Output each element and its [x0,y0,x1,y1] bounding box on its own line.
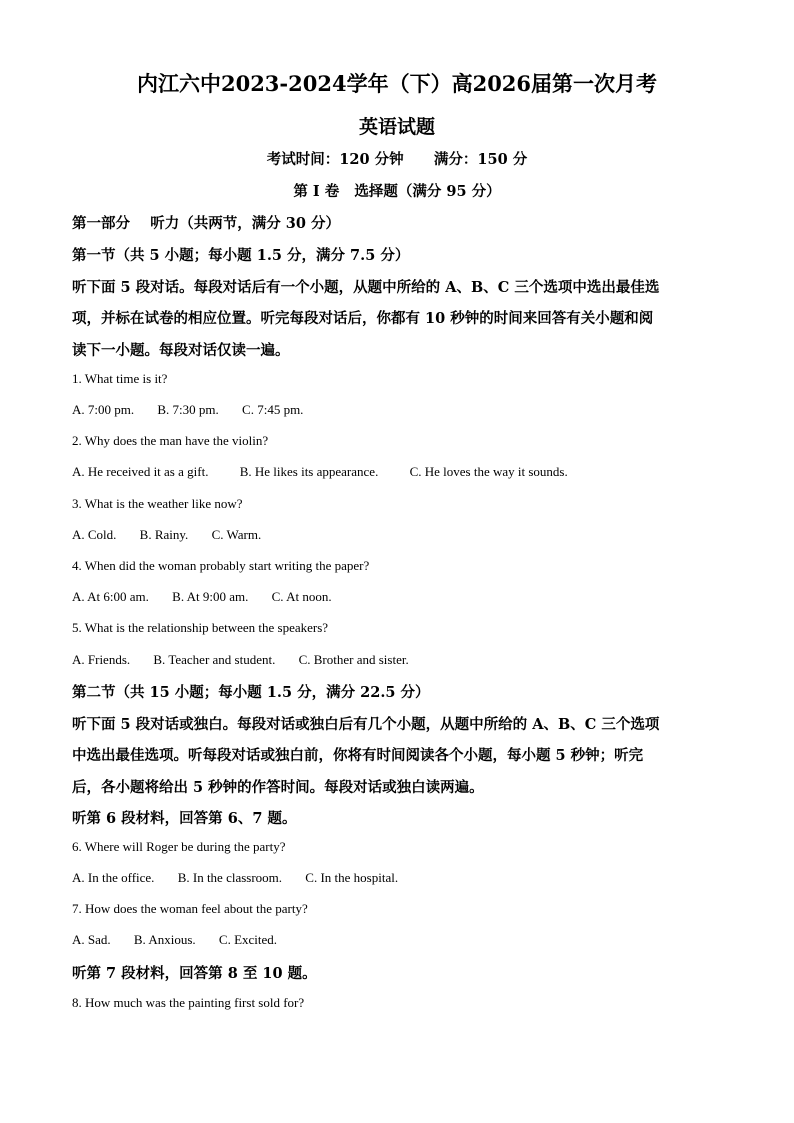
instruction-line: 听下面 5 段对话或独白。每段对话或独白后有几个小题，从题中所给的 A、B、C 三个选项 [72,716,660,733]
material-7-heading: 听第 7 段材料，回答第 8 至 10 题。 [72,965,317,982]
question-5-options [72,652,732,668]
option-b: B. He likes its appearance. [239,464,379,479]
question-6-options [72,870,732,886]
option-b: B. Rainy. [139,527,189,542]
question-1-options [72,402,732,418]
question-6: 6. Where will Roger be during the party? [72,839,286,854]
question-2: 2. Why does the man have the violin? [72,433,269,448]
question-4-options [72,589,732,605]
option-a: A. He received it as a gift. [72,464,209,479]
option-b: B. Teacher and student. [153,652,276,667]
question-8: 8. How much was the painting first sold for? [72,995,305,1010]
question-3: 3. What is the weather like now? [72,496,243,511]
question-3-options [72,527,732,543]
volume-heading: 第 I 卷 选择题（满分 95 分） [293,183,501,200]
question-1: 1. What time is it? [72,371,168,386]
question-7-options [72,932,732,948]
instruction-line: 听下面 5 段对话。每段对话后有一个小题，从题中所给的 A、B、C 三个选项中选出最佳选 [72,279,660,296]
option-a: A. Cold. [72,527,117,542]
option-c: C. He loves the way it sounds. [409,464,568,479]
exam-meta: 考试时间：120 分钟 满分：150 分 [266,151,528,168]
section2-heading: 第二节（共 15 小题；每小题 1.5 分，满分 22.5 分） [72,684,430,701]
instruction-line: 后，各小题将给出 5 秒钟的作答时间。每段对话或独白读两遍。 [72,779,484,796]
option-b: B. At 9:00 am. [172,589,249,604]
option-a: A. Sad. [72,932,111,947]
instruction-line: 读下一小题。每段对话仅读一遍。 [72,342,290,359]
question-5: 5. What is the relationship between the speakers? [72,620,329,635]
material-6-heading: 听第 6 段材料，回答第 6、7 题。 [72,810,297,827]
option-a: A. Friends. [72,652,131,667]
option-c: C. In the hospital. [305,870,399,885]
section1-heading: 第一节（共 5 小题；每小题 1.5 分，满分 7.5 分） [72,247,410,264]
option-a: A. 7:00 pm. [72,402,135,417]
option-b: B. In the classroom. [177,870,283,885]
question-4: 4. When did the woman probably start writing the paper? [72,558,370,573]
question-7: 7. How does the woman feel about the party? [72,901,308,916]
option-c: C. 7:45 pm. [242,402,304,417]
option-c: C. Excited. [218,932,278,947]
option-a: A. At 6:00 am. [72,589,149,604]
option-a: A. In the office. [72,870,155,885]
option-c: C. Warm. [211,527,262,542]
question-2-options [72,464,732,480]
subject-title: 英语试题 [358,116,435,138]
option-b: B. Anxious. [133,932,196,947]
exam-title: 内江六中2023-2024学年（下）高2026届第一次月考 [136,71,658,96]
option-b: B. 7:30 pm. [157,402,219,417]
part1-heading: 第一部分 听力（共两节，满分 30 分） [72,215,340,232]
option-c: C. At noon. [271,589,332,604]
option-c: C. Brother and sister. [298,652,409,667]
instruction-line: 中选出最佳选项。听每段对话或独白前，你将有时间阅读各个小题，每小题 5 秒钟；听完 [72,747,644,764]
instruction-line: 项，并标在试卷的相应位置。听完每段对话后，你都有 10 秒钟的时间来回答有关小题和阅 [72,310,654,327]
